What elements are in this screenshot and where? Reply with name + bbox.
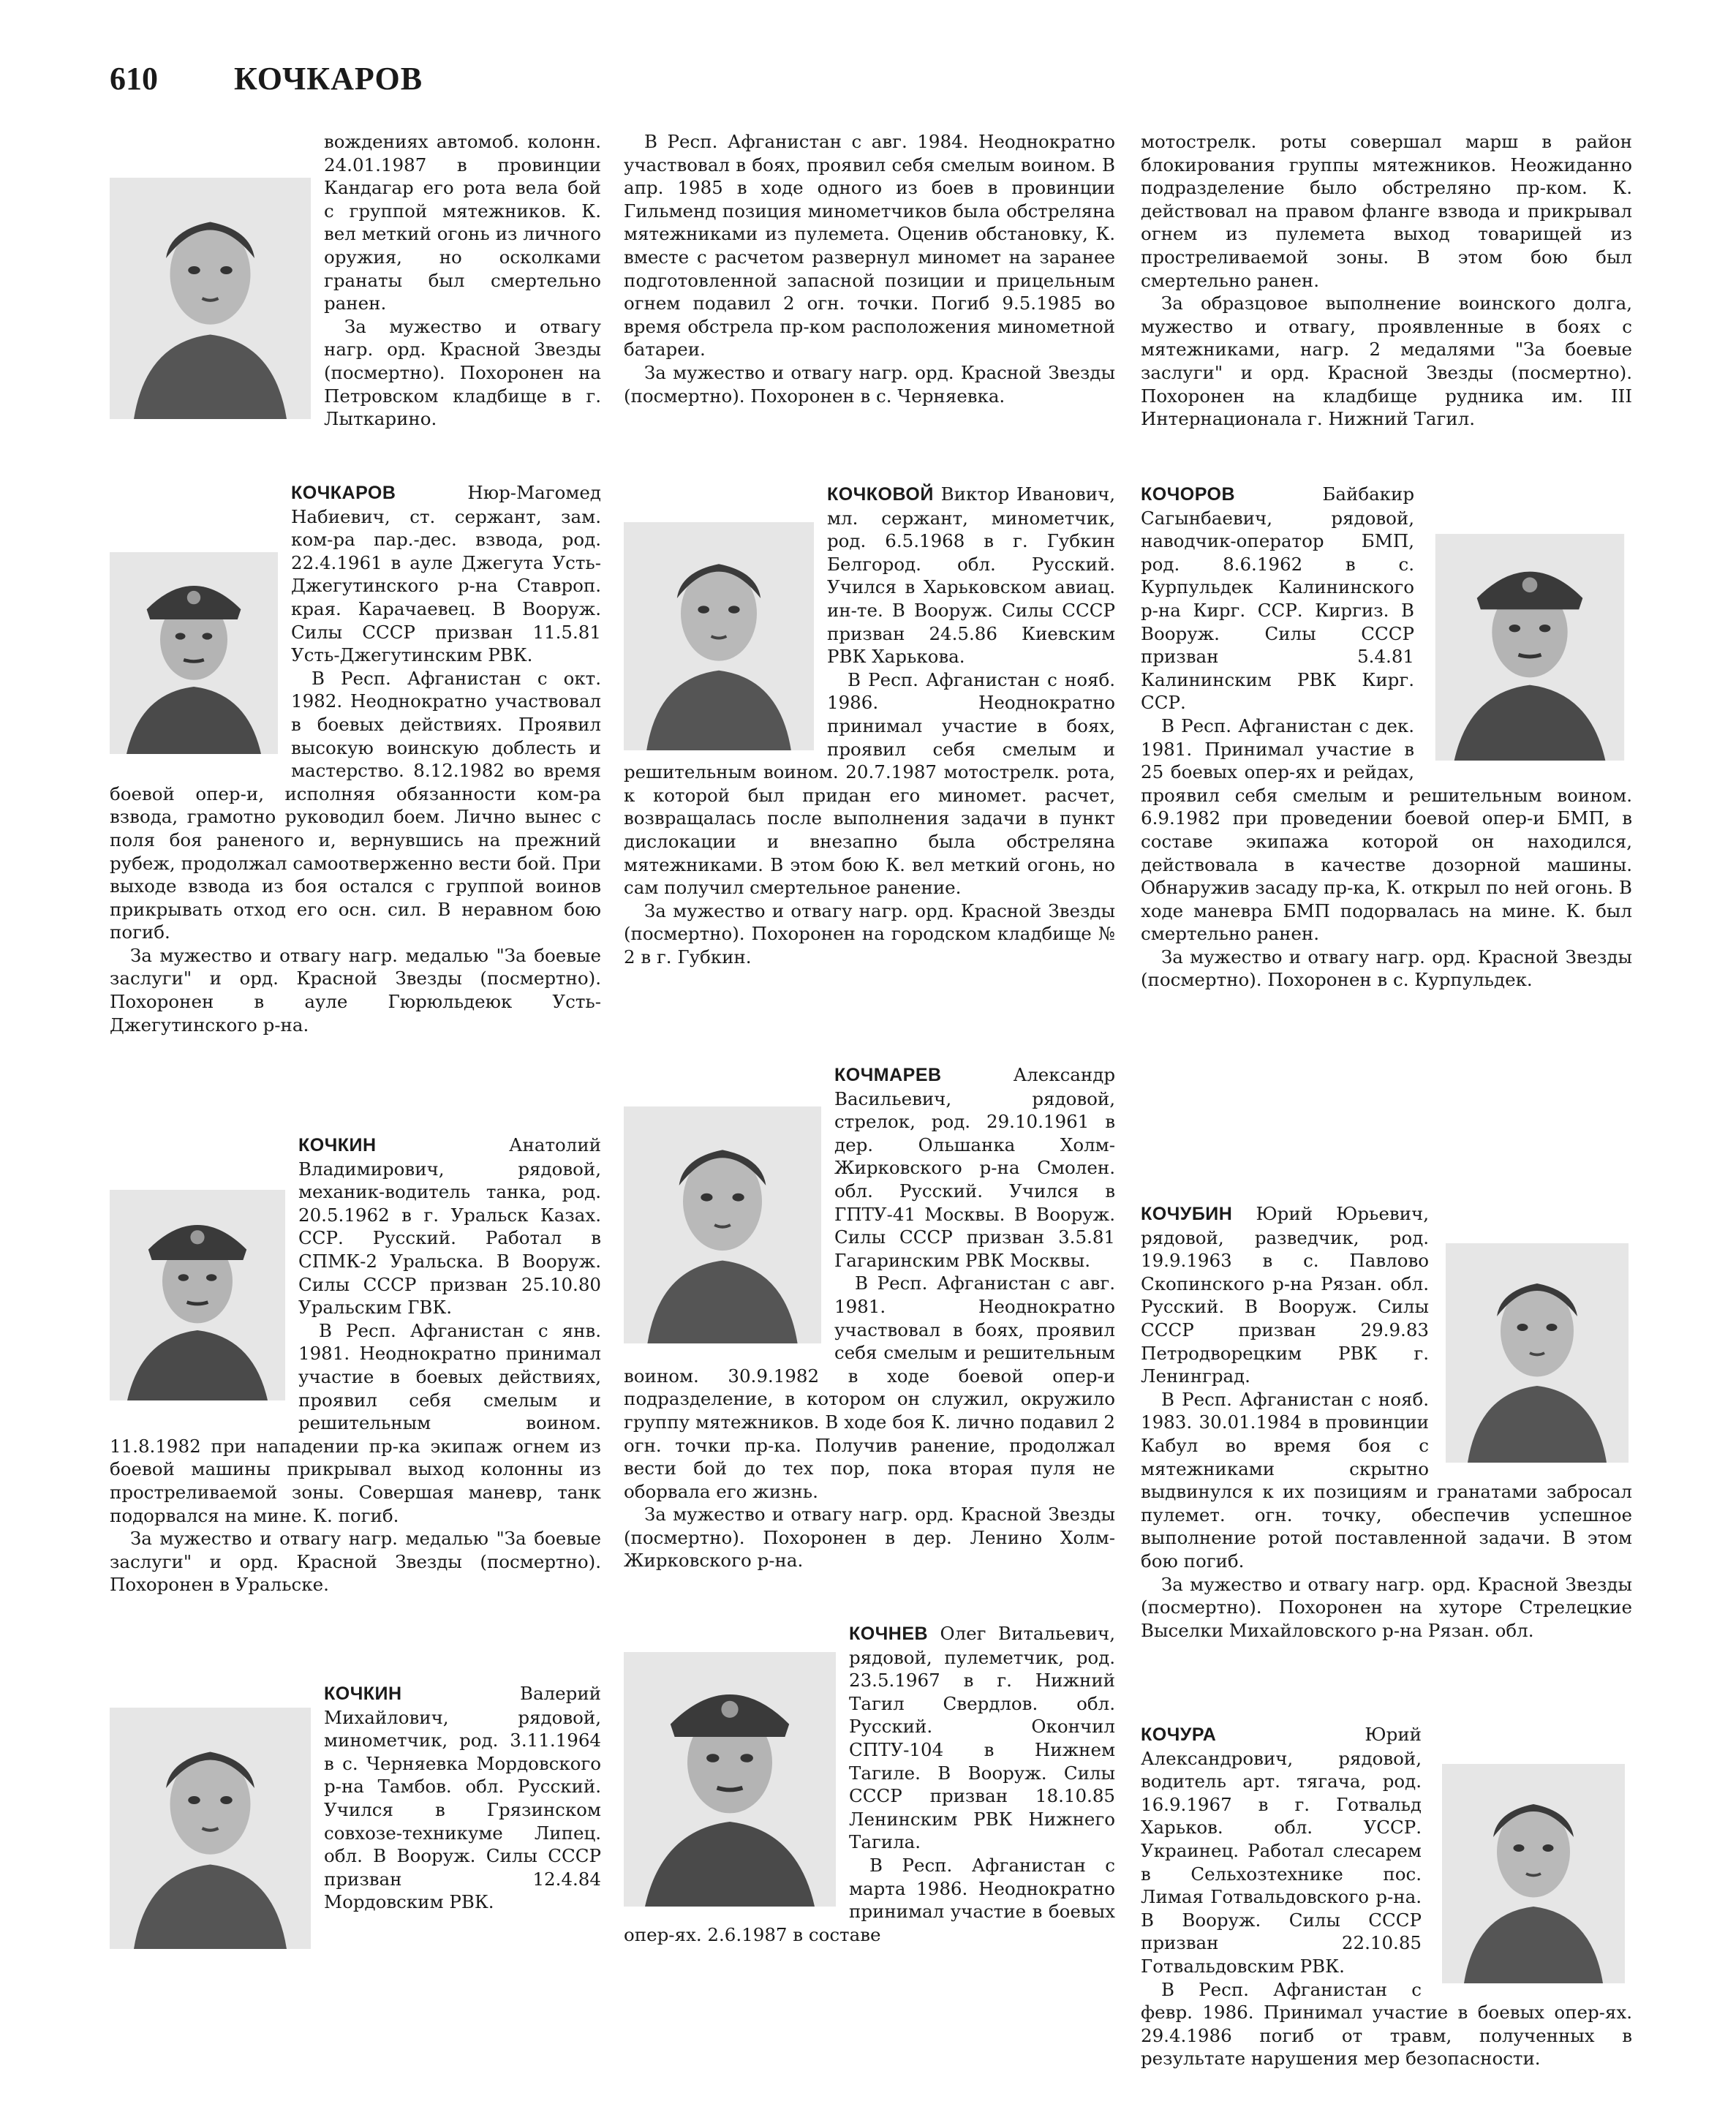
entry-text: Байбакир Сагынбаевич, рядовой, наводчик-оператор БМП, род. 8.6.1962 в с. Курпульдек Калининского р-на Кирг. ССР. Киргиз. В Вооруж. Силы СССР призван 5.4.81 Калининским РВК Кирг. ССР. xyxy=(1141,483,1414,714)
entry-text: Нюр-Магомед Набиевич, ст. сержант, зам. ком-ра пар.-дес. взвода, род. 22.4.1961 в ауле Джегута Усть-Джегутинского р-на Ставроп. края. Карачаевец. В Вооруж. Силы СССР призван 11.5.81 Усть-Джегутинским РВК. xyxy=(291,482,601,666)
portrait-photo xyxy=(624,1651,836,1907)
entry-kochkin-anatoly xyxy=(110,1134,601,1596)
portrait-photo xyxy=(624,519,814,753)
portrait-photo xyxy=(110,167,311,430)
entry-text: Юрий Юрьевич, рядовой, разведчик, род. 19.9.1963 в с. Павлово Скопинского р-на Рязан. обл. Русский. В Вооруж. Силы СССР призван 29.9.83 Петродворецким РВК г. Ленинград. xyxy=(1141,1203,1429,1387)
entry-name: КОЧОРОВ xyxy=(1141,484,1236,505)
entry-afghanistan: В Респ. Афганистан с авг. 1981. Неоднократно участвовал в боях, проявил себя смелым и решительным воином. 30.9.1982 в ходе боевой опер-и подразделение, в котором он служил, окружило группу мятежников. В ходе боя К. лично подавил 2 огн. точки пр-ка. Получив ранение, продолжал вести бой до тех пор, пока вторая пуля не оборвала его жизнь. xyxy=(624,1272,1115,1502)
entry-text: Валерий Михайлович, рядовой, минометчик, род. 3.11.1964 в с. Черняевка Мордовского р-на Тамбов. обл. Русский. Учился в Грязинском совхозе-техникуме Липец. обл. В Вооруж. Силы СССР призван 12.4.84 Мордовским РВК. xyxy=(324,1683,601,1913)
entry-continued-col1 xyxy=(110,130,601,434)
running-title: КОЧКАРОВ xyxy=(234,61,423,97)
portrait-photo xyxy=(110,532,278,774)
entry-name: КОЧКАРОВ xyxy=(291,483,396,503)
entry-afghanistan: В Респ. Афганистан с дек. 1981. Принимал участие в 25 боевых опер-ях и рейдах, проявил себя смелым и решительным воином. 6.9.1982 при проведении боевой опер-и БМП, в составе экипажа которой он находился, действовала в качестве дозорной машины. Обнаружив засаду пр-ка, К. открыл по ней огонь. В ходе маневра БМП подорвалась на мине. К. был смертельно ранен. xyxy=(1141,714,1632,945)
entry-award: За мужество и отвагу нагр. орд. Красной Звезды (посмертно). Похоронен на хуторе Стрелецкие Выселки Михайловского р-на Рязан. обл. xyxy=(1141,1573,1632,1641)
entry-kochubin xyxy=(1141,1202,1632,1642)
entry-text: Юрий Александрович, рядовой, водитель арт. тягача, род. 16.9.1967 в г. Готвальд Харьков. обл. УССР. Украинец. Работал слесарем в Сельхозтехнике пос. Лимая Готвальдовского р-на. В Вооруж. Силы СССР призван 22.10.85 Готвальдовским РВК. xyxy=(1141,1724,1422,1977)
entry-kochkin-valery xyxy=(110,1682,601,1972)
entry-name: КОЧУРА xyxy=(1141,1724,1217,1745)
page-number: 610 xyxy=(110,61,158,97)
entry-kochorov xyxy=(1141,483,1632,992)
entry-kochnev xyxy=(624,1622,1115,1946)
entry-afghanistan: В Респ. Афганистан с нояб. 1986. Неоднократно принимал участие в боях, проявил себя смелым и решительным воином. 20.7.1987 мотострелк. рота, к которой был придан его миномет. расчет, возвращалась после выполнения задачи в пункт дислокации и внезапно была обстреляна мятежниками. В этом бою К. вел меткий огонь, но сам получил смертельное ранение. xyxy=(624,668,1115,899)
entry-kochkarov xyxy=(110,481,601,1036)
entry-award: За мужество и отвагу нагр. медалью "За боевые заслуги" и орд. Красной Звезды (посмертно). Похоронен в Уральске. xyxy=(110,1528,601,1596)
portrait-photo xyxy=(624,1104,821,1346)
entry-kochura xyxy=(1141,1723,1632,2070)
entry-text: вождениях автомоб. колонн. 24.01.1987 в провинции Кандагар его рота вела бой с группой мятежников. К. вел меткий огонь из личного оружия, но осколками гранаты был смертельно ранен. xyxy=(324,131,601,314)
entry-kochmarev xyxy=(624,1063,1115,1572)
entry-name: КОЧКИН xyxy=(324,1683,402,1704)
entry-afghanistan: В Респ. Афганистан с янв. 1981. Неоднократно принимал участие в боевых действиях, проявил себя смелым и решительным воином. 11.8.1982 при нападении пр-ка экипаж огнем из боевой машины прикрывал выход колонны из простреливаемой зоны. Совершая маневр, танк подорвался на мине. К. погиб. xyxy=(110,1319,601,1526)
entry-afghanistan: В Респ. Афганистан с февр. 1986. Принимал участие в боевых опер-ях. 29.4.1986 погиб от травм, полученных в результате нарушения мер безопасности. xyxy=(1141,1978,1632,2070)
entry-afghanistan: В Респ. Афганистан с авг. 1984. Неоднократно участвовал в боях, проявил себя смелым воином. В апр. 1985 в ходе одного из боев в провинции Гильменд позиция минометчиков была обстреляна мятежниками из пулемета. Оценив обстановку, К. вместе с расчетом развернул миномет на заранее подготовленной запасной позиции и прицельным огнем подавил 2 огн. точки. Погиб 9.5.1985 во время обстрела пр-ком расположения минометной батареи. xyxy=(624,131,1115,361)
entry-continued-col3 xyxy=(1141,130,1632,431)
portrait-photo xyxy=(110,1689,311,1967)
entry-name: КОЧМАРЕВ xyxy=(834,1065,942,1085)
entry-text: Виктор Иванович, мл. сержант, минометчик, род. 6.5.1968 в г. Губкин Белгород. обл. Русский. Учился в Харьковском авиац. ин-те. В Вооруж. Силы СССР призван 24.5.86 Киевским РВК Харькова. xyxy=(827,483,1115,668)
portrait-photo xyxy=(1435,1764,1632,1983)
entry-text: Олег Витальевич, рядовой, пулеметчик, род. 23.5.1967 в г. Нижний Тагил Свердлов. обл. Русский. Окончил СПТУ-104 в Нижнем Тагиле. В Вооруж. Силы СССР призван 18.10.85 Ленинским РВК Нижнего Тагила. xyxy=(849,1623,1115,1853)
entry-name: КОЧУБИН xyxy=(1141,1204,1233,1224)
page-header xyxy=(110,60,423,104)
entry-name: КОЧКИН xyxy=(298,1135,377,1155)
entry-text: Александр Васильевич, рядовой, стрелок, род. 29.10.1961 в дер. Ольшанка Холм-Жирковского р-на Смолен. обл. Русский. Учился в ГПТУ-41 Москвы. В Вооруж. Силы СССР призван 3.5.81 Гагаринским РВК Москвы. xyxy=(834,1064,1115,1271)
entry-text: Анатолий Владимирович, рядовой, механик-водитель танка, род. 20.5.1962 в г. Уральск Казах. ССР. Русский. Работал в СПМК-2 Уральска. В Вооруж. Силы СССР призван 25.10.80 Уральским ГВК. xyxy=(298,1134,601,1319)
entry-continued-col2 xyxy=(624,130,1115,407)
entry-award: За мужество и отвагу нагр. орд. Красной Звезды (посмертно). Похоронен на городском кладбище № 2 в г. Губкин. xyxy=(624,900,1115,968)
entry-kochkovoy xyxy=(624,483,1115,968)
entry-award: За мужество и отвагу нагр. медалью "За боевые заслуги" и орд. Красной Звезды (посмертно). Похоронен в ауле Гюрюльдеюк Усть-Джегутинского р-на. xyxy=(110,944,601,1036)
entry-award: За мужество и отвагу нагр. орд. Красной Звезды (посмертно). Похоронен в с. Черняевка. xyxy=(624,361,1115,407)
entry-name: КОЧНЕВ xyxy=(849,1624,929,1644)
portrait-photo xyxy=(110,1174,285,1416)
portrait-photo xyxy=(1427,534,1632,761)
entry-award: За мужество и отвагу нагр. орд. Красной Звезды (посмертно). Похоронен на Петровском кладбище в г. Лыткарино. xyxy=(324,315,601,430)
entry-award: За образцовое выполнение воинского долга, мужество и отвагу, проявленные в боях с мятежниками, нагр. 2 медалями "За боевые заслуги" и орд. Красной Звезды (посмертно). Похоронен на кладбище рудника им. III Интернационала г. Нижний Тагил. xyxy=(1141,293,1632,430)
entry-award: За мужество и отвагу нагр. орд. Красной Звезды (посмертно). Похоронен в с. Курпульдек. xyxy=(1141,946,1632,991)
portrait-photo xyxy=(1442,1243,1632,1463)
entry-afghanistan: В Респ. Афганистан с нояб. 1983. 30.01.1984 в провинции Кабул во время боя с мятежниками скрытно выдвинулся к их позициям и гранатами забросал пулемет. огн. точку, обеспечив успешное выполнение ротой поставленной задачи. В этом бою погиб. xyxy=(1141,1388,1632,1572)
entry-award: За мужество и отвагу нагр. орд. Красной Звезды (посмертно). Похоронен в дер. Ленино Холм-Жирковского р-на. xyxy=(624,1504,1115,1572)
entry-afghanistan: В Респ. Афганистан с марта 1986. Неоднократно принимал участие в боевых опер-ях. 2.6.1987 в составе xyxy=(624,1854,1115,1945)
entry-text: мотострелк. роты совершал марш в район блокирования группы мятежников. Неожиданно подразделение было обстреляно пр-ком. К. действовал на правом фланге взвода и прикрывал огнем из пулемета выход товарищей из простреливаемой зоны. В этом бою был смертельно ранен. xyxy=(1141,131,1632,291)
entry-name: КОЧКОВОЙ xyxy=(827,484,934,505)
entry-afghanistan: В Респ. Афганистан с окт. 1982. Неоднократно участвовал в боевых действиях. Проявил высокую воинскую доблесть и мастерство. 8.12.1982 во время боевой опер-и, исполняя обязанности ком-ра взвода, грамотно руководил боем. Лично вынес с поля боя раненого и, вернувшись на прежний рубеж, продолжал самоотверженно вести бой. При выходе взвода из боя остался с группой воинов прикрывать отход его осн. сил. В неравном бою погиб. xyxy=(110,667,601,943)
